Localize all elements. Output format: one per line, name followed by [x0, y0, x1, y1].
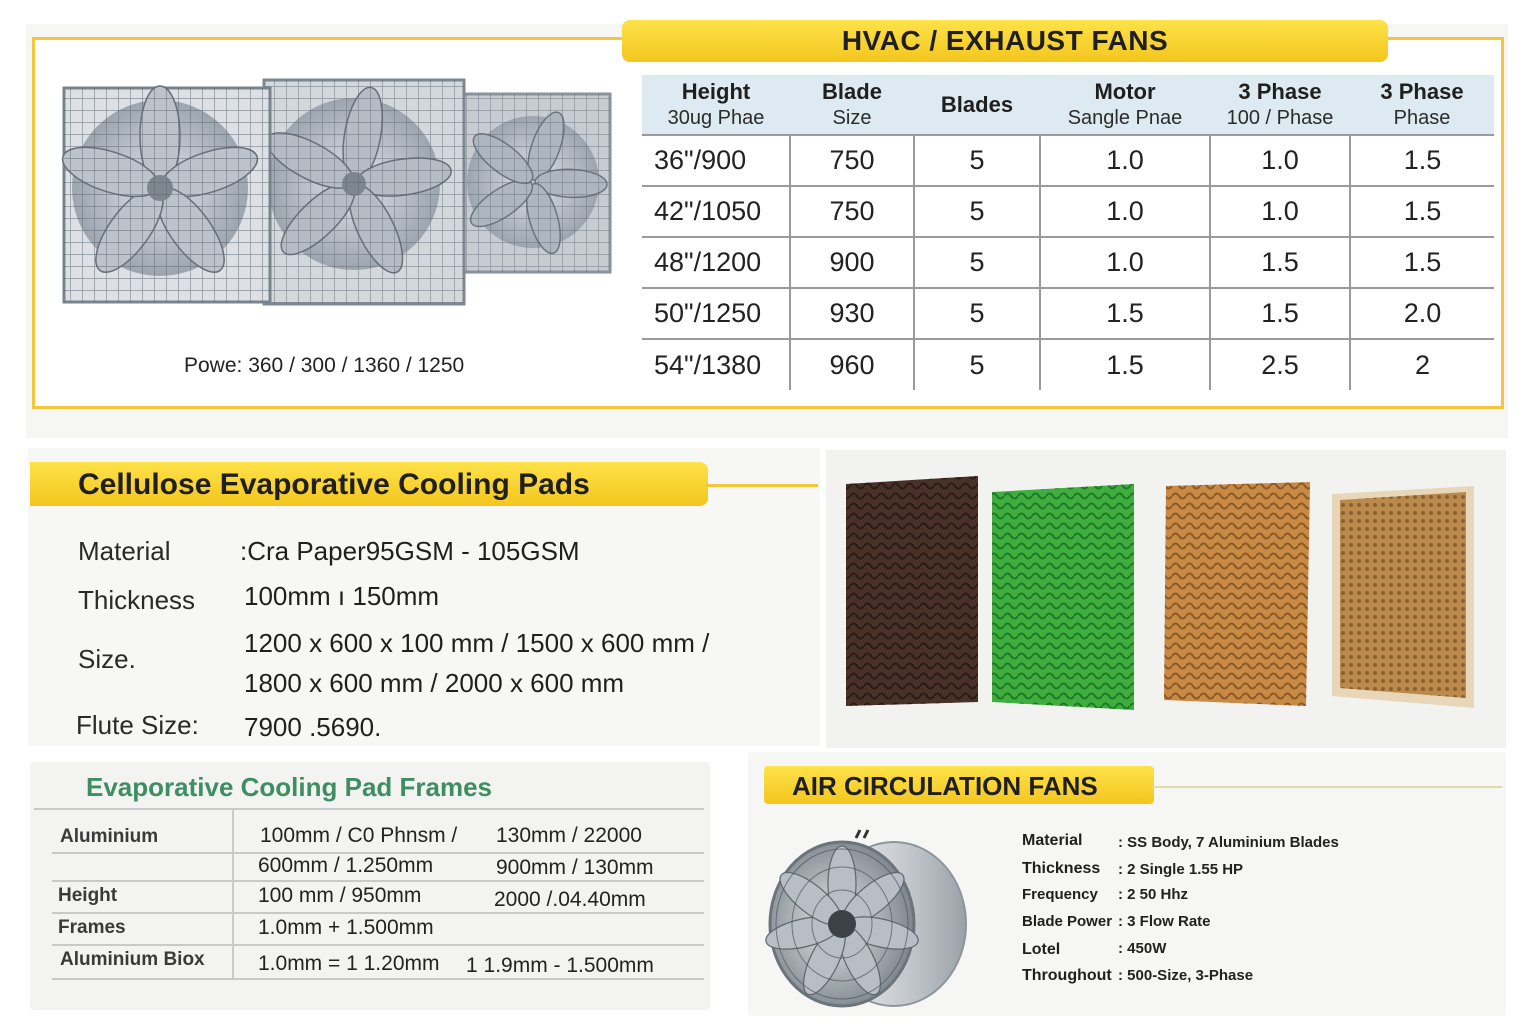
table-cell: 1.0	[1210, 186, 1350, 237]
frames-row-divider	[52, 912, 704, 914]
exhaust-fans-image	[58, 74, 618, 314]
header-blade-size: Blade Size	[790, 75, 914, 135]
air-spec-value: : 2 50 Hhz	[1118, 886, 1189, 903]
air-spec-label: Throughout	[1022, 967, 1112, 984]
frames-value: 1 1.9mm - 1.500mm	[466, 954, 654, 977]
fan-power-text: Powe: 360 / 300 / 1360 / 1250	[184, 354, 465, 377]
header-3-phase-b: 3 Phase Phase	[1350, 75, 1494, 135]
cooling-pads-image	[836, 470, 1486, 720]
air-spec-label: Thickness	[1022, 860, 1101, 877]
hvac-section-title: HVAC / EXHAUST FANS	[622, 20, 1388, 62]
frames-label-aluminium: Aluminium	[60, 826, 159, 847]
table-cell: 42"/1050	[642, 186, 790, 237]
pad-swatch-green	[992, 484, 1134, 710]
table-cell: 750	[790, 135, 914, 186]
table-cell: 1.5	[1210, 237, 1350, 288]
air-spec-value: : 450W	[1118, 940, 1167, 957]
frames-label-height: Height	[58, 885, 118, 906]
pads-flute-label: Flute Size:	[76, 710, 199, 740]
frames-value: 1.0mm = 1 1.20mm	[258, 952, 440, 975]
air-spec-value: : 500-Size, 3-Phase	[1118, 967, 1254, 984]
table-cell: 1.5	[1040, 288, 1210, 339]
table-cell: 1.0	[1210, 135, 1350, 186]
exhaust-fan-middle	[259, 80, 464, 304]
pads-material-label: Material	[78, 536, 171, 566]
frames-column-divider	[232, 810, 234, 980]
header-3-phase-a: 3 Phase 100 / Phase	[1210, 75, 1350, 135]
table-cell: 1.5	[1210, 288, 1350, 339]
table-cell: 1.5	[1350, 186, 1494, 237]
table-cell: 1.0	[1040, 135, 1210, 186]
exhaust-fan-front	[58, 86, 270, 302]
table-row	[642, 288, 1494, 339]
frames-value: 600mm / 1.250mm	[258, 854, 434, 877]
header-height: Height 30ug Phae	[642, 75, 790, 135]
air-circulation-fan-image	[760, 828, 970, 1014]
table-cell: 960	[790, 339, 914, 390]
table-cell: 750	[790, 186, 914, 237]
table-row	[642, 186, 1494, 237]
table-cell: 5	[914, 237, 1040, 288]
table-cell: 54"/1380	[642, 339, 790, 390]
hvac-spec-table	[642, 75, 1494, 390]
table-cell: 2.5	[1210, 339, 1350, 390]
pads-size-value-1: 1200 x 600 x 100 mm / 1500 x 600 mm /	[244, 628, 710, 658]
pads-title-divider	[706, 484, 818, 487]
air-spec-label: Material	[1022, 832, 1083, 849]
pads-thickness-value: 100mm ı 150mm	[244, 581, 440, 611]
pads-thickness-label: Thickness	[78, 585, 196, 615]
table-cell: 1.5	[1350, 135, 1494, 186]
pads-material-value: :Cra Paper95GSM - 105GSM	[240, 536, 580, 566]
table-cell: 5	[914, 339, 1040, 390]
air-title-divider	[1152, 786, 1502, 788]
frames-value: 130mm / 22000	[496, 824, 642, 847]
pad-swatch-tan	[1164, 482, 1310, 706]
air-spec-value: : 3 Flow Rate	[1118, 913, 1211, 930]
table-cell: 36"/900	[642, 135, 790, 186]
table-cell: 48"/1200	[642, 237, 790, 288]
table-cell: 1.0	[1040, 237, 1210, 288]
table-row	[642, 237, 1494, 288]
frames-row-divider	[52, 880, 704, 882]
table-cell: 5	[914, 186, 1040, 237]
frames-value: 2000 /.04.40mm	[494, 888, 646, 911]
header-motor: Motor Sangle Pnae	[1040, 75, 1210, 135]
frames-title-divider	[34, 808, 704, 810]
pads-section-title: Cellulose Evaporative Cooling Pads	[30, 462, 708, 506]
table-cell: 1.0	[1040, 186, 1210, 237]
table-cell: 1.5	[1040, 339, 1210, 390]
frames-row-divider	[52, 978, 704, 980]
air-spec-label: Blade Power	[1022, 913, 1113, 930]
frames-section-title: Evaporative Cooling Pad Frames	[86, 772, 493, 802]
air-spec-label: Lotel	[1022, 941, 1061, 958]
table-cell: 930	[790, 288, 914, 339]
table-cell: 900	[790, 237, 914, 288]
air-section-title: AIR CIRCULATION FANS	[764, 766, 1154, 804]
pads-flute-value: 7900 .5690.	[244, 712, 382, 742]
frames-label-frames: Frames	[58, 917, 126, 938]
table-row	[642, 135, 1494, 186]
air-spec-value: : SS Body, 7 Aluminium Blades	[1118, 834, 1339, 851]
table-cell: 50"/1250	[642, 288, 790, 339]
table-row	[642, 339, 1494, 390]
pad-swatch-framed	[1332, 486, 1474, 708]
frames-value: 900mm / 130mm	[496, 856, 654, 879]
air-spec-label: Frequency	[1022, 886, 1098, 903]
exhaust-fan-back	[460, 94, 610, 272]
frames-value: 1.0mm + 1.500mm	[258, 916, 434, 939]
frames-row-divider	[52, 944, 704, 946]
table-cell: 2	[1350, 339, 1494, 390]
table-cell: 5	[914, 135, 1040, 186]
air-spec-value: : 2 Single 1.55 HP	[1118, 861, 1244, 878]
header-blades: Blades	[914, 75, 1040, 135]
table-cell: 5	[914, 288, 1040, 339]
table-cell: 1.5	[1350, 237, 1494, 288]
pad-swatch-brown	[846, 476, 978, 706]
hvac-table-header-row	[642, 75, 1494, 135]
table-cell: 2.0	[1350, 288, 1494, 339]
pads-size-label: Size.	[78, 644, 136, 674]
frames-value: 100mm / C0 Phnsm /	[260, 824, 458, 847]
frames-label-aluminium-biox: Aluminium Biox	[60, 949, 205, 970]
frames-value: 100 mm / 950mm	[258, 884, 422, 907]
pads-size-value-2: 1800 x 600 mm / 2000 x 600 mm	[244, 668, 625, 698]
